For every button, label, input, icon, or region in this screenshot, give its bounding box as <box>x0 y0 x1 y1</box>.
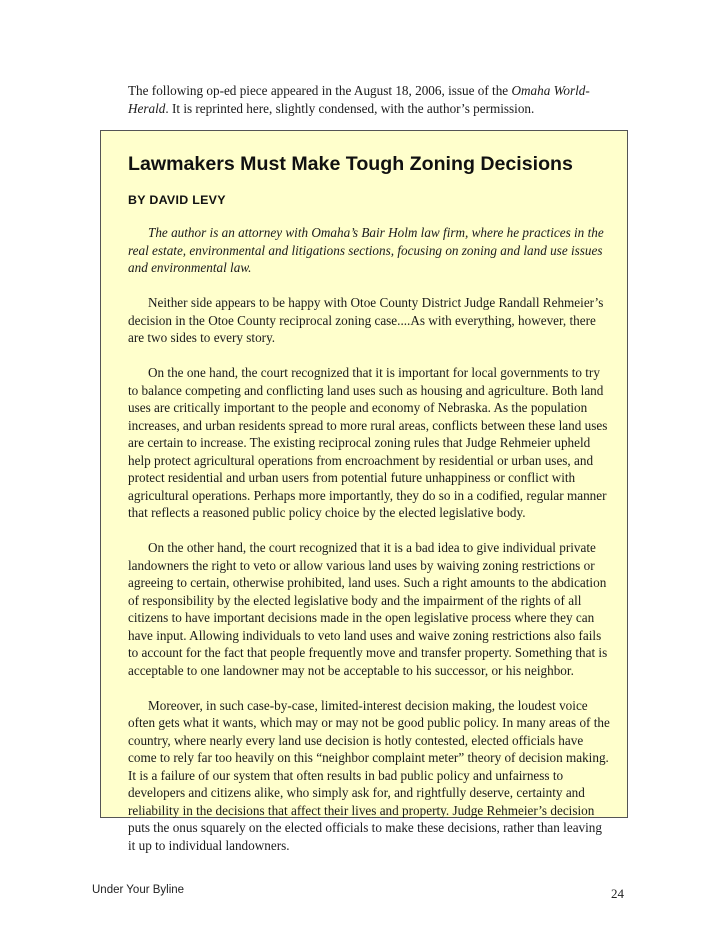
intro-note <box>128 82 598 117</box>
article-byline: BY DAVID LEVY <box>128 193 226 207</box>
intro-text-1: The following op-ed piece appeared in the August 18, 2006, issue of the <box>128 83 512 98</box>
article-body <box>128 224 610 872</box>
page-number: 24 <box>611 886 624 901</box>
publication-name: Omaha World-Herald <box>128 83 590 116</box>
article-paragraph-2: On the one hand, the court recognized that it is important for local governments to try to balance competing and conflicting land uses such as housing and agriculture. Both land uses are critically important to the people and economy of Nebraska. As the population increases, and urban residents spread to more rural areas, conflicts between these land uses are certain to increase. The existing reciprocal zoning rules that Judge Rehmeier upheld help protect agricultural operations from encroachment by residential or urban uses, and protect residential and urban users from potential future unhappiness or conflict with agricultural operations. Perhaps more importantly, they do so in a codified, regular manner that reflects a reasoned public policy choice by the elected legislative body. <box>128 365 608 520</box>
author-note: The author is an attorney with Omaha’s Bair Holm law firm, where he practices in the real estate, environmental and litigations sections, focusing on zoning and land use issues and environmental law. <box>128 225 604 275</box>
article-paragraph-1: Neither side appears to be happy with Otoe County District Judge Randall Rehmeier’s decision in the Otoe County reciprocal zoning case....As with everything, however, there are two sides to every story. <box>128 295 604 345</box>
article-paragraph-4: Moreover, in such case-by-case, limited-interest decision making, the loudest voice often gets what it wants, which may or may not be good public policy. In many areas of the country, where nearly every land use decision is hotly contested, elected officials have come to rely far too heavily on this “neighbor complaint meter” theory of decision making. It is a failure of our system that often results in bad public policy and unfairness to developers and citizens alike, who simply ask for, and rightfully deserve, certainty and reliability in the decisions that affect their lives and property. Judge Rehmeier’s decision puts the onus squarely on the elected officials to make these decisions, rather than leaving it up to individual landowners. <box>128 697 610 853</box>
intro-text-2: . It is reprinted here, slightly condensed, with the author’s permission. <box>165 100 535 116</box>
article-paragraph-3: On the other hand, the court recognized that it is a bad idea to give individual private landowners the right to veto or allow various land uses by waiving zoning restrictions or agreeing to certain, otherwise prohibited, land uses. Such a right amounts to the abdication of responsibility by the elected legislative body and the impairment of the rights of all citizens to have important decisions made in the open legislative process where they can have input. Allowing individuals to veto land uses and waive zoning restrictions also fails to account for the fact that people frequently move and transfer property. Something that is acceptable to one landowner may not be acceptable to his successor, or his neighbor. <box>128 540 608 678</box>
article-title: Lawmakers Must Make Tough Zoning Decisions <box>128 153 573 175</box>
footer-title: Under Your Byline <box>92 884 185 896</box>
